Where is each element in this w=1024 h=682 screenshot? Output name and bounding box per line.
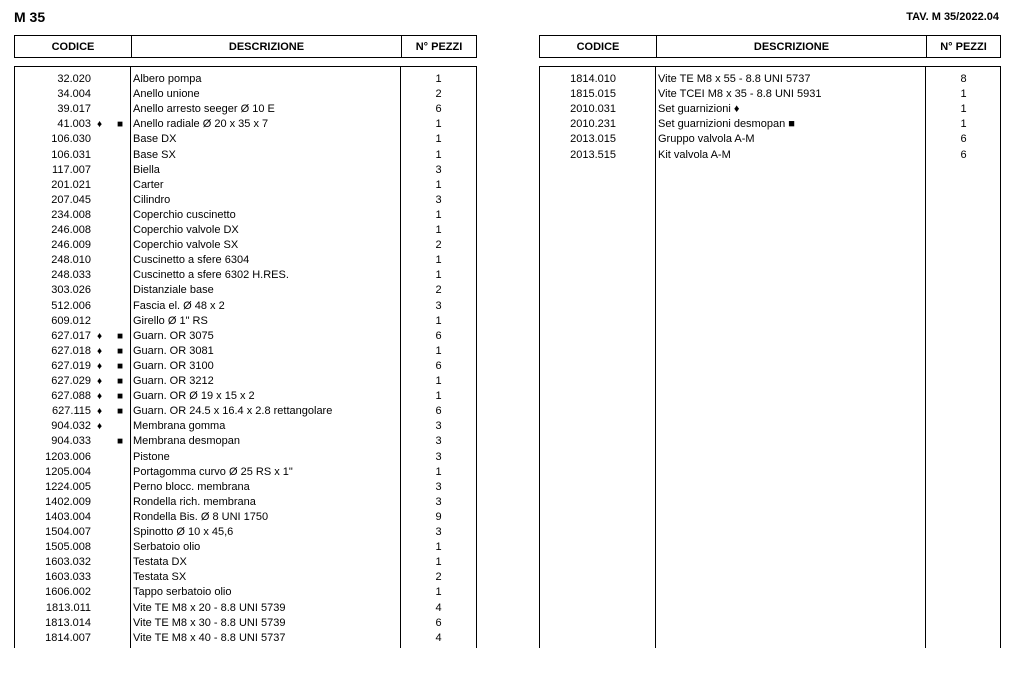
header-codice: CODICE [51,40,95,53]
part-description: Guarn. OR 3081 [133,344,214,357]
part-code: 2013.015 [570,133,616,146]
table-row [15,389,476,404]
table-row [15,102,476,117]
table-row [15,450,476,465]
part-description: Cuscinetto a sfere 6302 H.RES. [133,269,289,282]
diamond-mark: ♦ [97,119,103,131]
table-reference: TAV. M 35/2022.04 [906,11,999,23]
part-code: 1203.006 [45,450,91,463]
table-row [15,283,476,298]
part-quantity: 3 [435,450,442,463]
table-row [15,495,476,510]
part-code: 246.009 [51,239,91,252]
table-row [15,359,476,374]
part-quantity: 1 [435,148,442,161]
part-quantity: 1 [435,314,442,327]
part-quantity: 1 [960,118,967,131]
part-description: Portagomma curvo Ø 25 RS x 1" [133,465,293,478]
part-quantity: 6 [435,616,442,629]
square-mark: ■ [117,360,124,372]
table-row [15,253,476,268]
table-row [15,404,476,419]
part-description: Vite TE M8 x 20 - 8.8 UNI 5739 [133,601,286,614]
part-code: 41.003 [57,118,91,131]
part-code: 627.018 [51,344,91,357]
table-row [15,601,476,616]
part-code: 1814.010 [570,73,616,85]
part-quantity: 1 [435,586,442,599]
part-code: 39.017 [57,103,91,116]
table-row [540,72,1000,87]
part-code: 2013.515 [570,148,616,161]
diamond-mark: ♦ [97,406,103,418]
part-description: Tappo serbatoio olio [133,586,232,599]
part-quantity: 4 [435,631,442,644]
table-row [15,510,476,525]
part-quantity: 1 [435,344,442,357]
part-quantity: 1 [435,178,442,191]
part-code: 117.007 [52,163,91,176]
square-mark: ■ [117,330,124,342]
part-code: 1402.009 [45,495,91,508]
part-description: Rondella rich. membrana [133,495,256,508]
part-quantity: 1 [435,133,442,146]
part-description: Perno blocc. membrana [133,480,250,493]
table-row [15,344,476,359]
part-code: 303.026 [51,284,91,297]
table-row [15,72,476,87]
part-description: Testata SX [133,571,187,584]
table-row [15,419,476,434]
square-mark: ■ [117,436,124,448]
part-code: 1603.033 [45,571,91,584]
part-description: Base SX [133,148,176,161]
part-description: Girello Ø 1" RS [133,314,208,327]
part-quantity: 1 [435,224,442,236]
part-quantity: 3 [435,163,442,176]
part-code: 1505.008 [45,541,91,554]
table-row [540,102,1000,117]
diamond-mark: ♦ [97,330,103,342]
table-row [15,585,476,600]
part-description: Cuscinetto a sfere 6304 [133,254,250,267]
part-code: 1224.005 [45,480,91,493]
part-code: 627.017 [51,329,91,342]
part-quantity: 1 [435,465,442,478]
table-row [540,87,1000,102]
diamond-mark: ♦ [97,376,103,387]
table-row [15,132,476,147]
part-description: Vite TE M8 x 40 - 8.8 UNI 5737 [133,631,286,644]
part-description: Guarn. OR 24.5 x 16.4 x 2.8 rettangolare [133,405,333,418]
part-description: Kit valvola A-M [658,148,731,161]
square-mark: ■ [117,376,124,387]
part-description: Spinotto Ø 10 x 45,6 [133,526,234,538]
part-description: Serbatoio olio [133,541,201,554]
part-description: Coperchio cuscinetto [133,208,236,221]
part-code: 627.029 [51,375,91,387]
part-code: 1815.015 [570,88,616,101]
part-description: Membrana desmopan [133,435,241,448]
table-row [15,87,476,102]
part-description: Distanziale base [133,284,214,297]
part-description: Anello unione [133,88,200,101]
part-description: Guarn. OR 3075 [133,329,214,342]
part-code: 234.008 [51,208,91,221]
part-description: Vite TE M8 x 55 - 8.8 UNI 5737 [658,73,811,85]
header-pezzi: N° PEZZI [926,36,1000,57]
part-quantity: 1 [960,88,967,101]
table-row [540,117,1000,132]
part-code: 2010.031 [570,103,616,116]
part-code: 904.033 [51,435,91,448]
table-row [15,570,476,585]
table-row [15,465,476,480]
part-quantity: 1 [435,390,442,403]
part-quantity: 2 [435,284,442,297]
part-description: Coperchio valvole DX [133,224,239,236]
table-row [15,238,476,253]
part-code: 34.004 [57,88,91,101]
part-quantity: 1 [435,556,442,569]
part-quantity: 1 [435,541,442,554]
part-quantity: 1 [435,73,442,85]
part-description: Base DX [133,133,177,146]
part-description: Gruppo valvola A-M [658,133,755,146]
table-row [15,299,476,314]
part-code: 1603.032 [45,556,91,569]
square-mark: ■ [117,406,124,418]
part-quantity: 1 [435,208,442,221]
part-code: 1504.007 [45,526,91,538]
part-quantity: 3 [435,420,442,433]
part-code: 246.008 [51,224,91,236]
part-quantity: 6 [435,359,442,372]
table-row [15,434,476,449]
part-quantity: 3 [435,299,442,312]
table-row [15,223,476,238]
square-mark: ■ [117,119,124,131]
part-description: Vite TE M8 x 30 - 8.8 UNI 5739 [133,616,286,629]
part-description: Set guarnizioni ♦ [658,103,740,116]
part-code: 106.030 [51,133,91,146]
part-description: Biella [133,163,160,176]
left-table-body [14,66,477,648]
part-quantity: 1 [435,375,442,387]
part-code: 627.019 [51,359,91,372]
part-code: 201.021 [51,178,91,191]
part-quantity: 3 [435,193,442,206]
part-quantity: 6 [960,133,967,146]
square-mark: ■ [117,391,124,403]
part-description: Rondella Bis. Ø 8 UNI 1750 [133,510,269,523]
table-row [15,314,476,329]
table-row [15,631,476,646]
square-mark: ■ [117,345,124,357]
part-code: 904.032 [51,420,91,433]
part-description: Fascia el. Ø 48 x 2 [133,299,225,312]
part-description: Coperchio valvole SX [133,239,239,252]
part-code: 1205.004 [45,465,91,478]
part-quantity: 3 [435,480,442,493]
part-code: 627.088 [51,390,91,403]
part-quantity: 3 [435,526,442,538]
right-table-body [539,66,1001,648]
part-quantity: 6 [435,103,442,116]
part-quantity: 3 [435,435,442,448]
header-descrizione: DESCRIZIONE [131,36,401,57]
part-code: 32.020 [57,73,91,85]
table-row [540,148,1000,163]
diamond-mark: ♦ [97,360,103,372]
part-code: 609.012 [51,314,91,327]
table-row [15,178,476,193]
right-table-header [539,35,1001,58]
table-row [15,480,476,495]
part-code: 627.115 [52,405,91,418]
part-quantity: 6 [960,148,967,161]
part-code: 106.031 [51,148,91,161]
part-description: Guarn. OR 3212 [133,375,214,387]
table-row [15,117,476,132]
part-description: Guarn. OR 3100 [133,359,214,372]
part-code: 2010.231 [570,118,616,131]
part-quantity: 3 [435,495,442,508]
part-quantity: 2 [435,88,442,101]
part-quantity: 6 [435,329,442,342]
part-code: 248.010 [51,254,91,267]
part-description: Testata DX [133,556,187,569]
table-row [15,148,476,163]
part-description: Pistone [133,450,170,463]
part-code: 1813.011 [45,601,91,614]
table-row [15,540,476,555]
part-quantity: 2 [435,239,442,252]
part-code: 1813.014 [45,616,91,629]
page-title: M 35 [14,9,46,25]
part-description: Set guarnizioni desmopan ■ [658,118,795,131]
part-code: 1814.007 [45,631,91,644]
part-code: 248.033 [51,269,91,282]
part-description: Albero pompa [133,73,202,85]
part-description: Guarn. OR Ø 19 x 15 x 2 [133,390,255,403]
left-table-header [14,35,477,58]
part-quantity: 1 [960,103,967,116]
table-row [15,555,476,570]
diamond-mark: ♦ [97,345,103,357]
table-row [15,374,476,389]
table-row [15,208,476,223]
table-row [540,132,1000,147]
part-code: 1403.004 [45,510,91,523]
diamond-mark: ♦ [97,421,103,433]
table-row [15,616,476,631]
part-code: 207.045 [51,193,91,206]
part-quantity: 1 [435,118,442,131]
table-row [15,163,476,178]
part-quantity: 9 [435,510,442,523]
part-code: 512.006 [51,299,91,312]
part-description: Membrana gomma [133,420,226,433]
part-description: Anello radiale Ø 20 x 35 x 7 [133,118,269,131]
part-quantity: 1 [435,254,442,267]
part-quantity: 6 [435,405,442,418]
table-row [15,525,476,540]
header-pezzi: N° PEZZI [401,36,476,57]
header-descrizione: DESCRIZIONE [656,36,926,57]
part-code: 1606.002 [45,586,91,599]
diamond-mark: ♦ [97,391,103,403]
part-quantity: 1 [435,269,442,282]
part-description: Anello arresto seeger Ø 10 E [133,103,275,116]
header-codice: CODICE [576,40,620,53]
part-quantity: 4 [435,601,442,614]
table-row [15,329,476,344]
part-description: Cilindro [133,193,171,206]
table-row [15,193,476,208]
part-description: Carter [133,178,164,191]
part-description: Vite TCEI M8 x 35 - 8.8 UNI 5931 [658,88,822,101]
table-row [15,268,476,283]
part-quantity: 2 [435,571,442,584]
part-quantity: 8 [960,73,967,85]
